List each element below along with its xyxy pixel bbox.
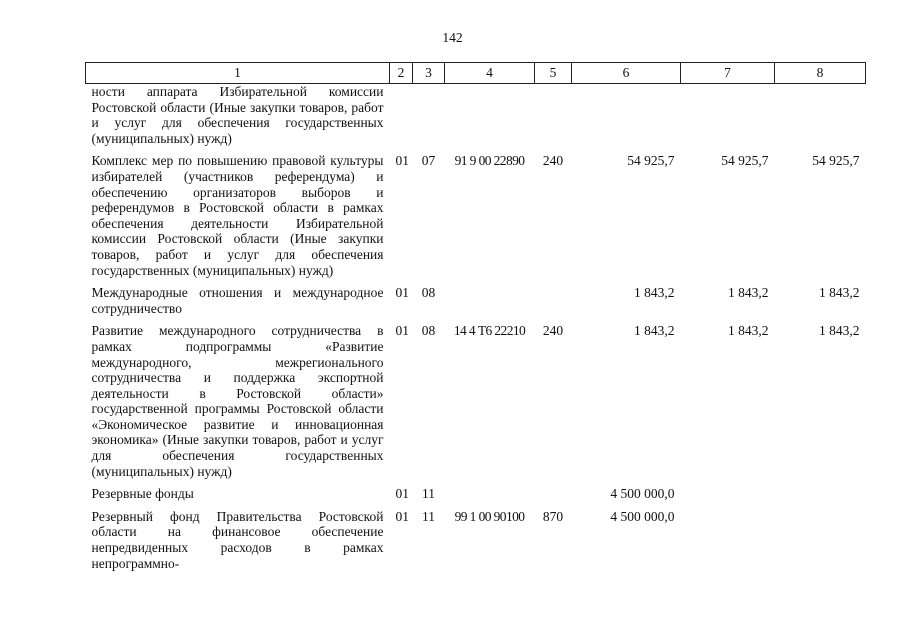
amount-col-6: [572, 84, 681, 154]
subsection-code: 11: [422, 486, 435, 502]
amount-col-7: [681, 509, 775, 578]
amount-col-6: 4 500 000,0: [610, 508, 675, 524]
section-code: 01: [395, 323, 409, 339]
section-code: [390, 84, 413, 154]
budget-table: [85, 62, 866, 578]
column-header: 3: [413, 63, 445, 84]
expense-type-code: [535, 486, 572, 509]
expense-type-code: [535, 84, 572, 154]
amount-col-6: 4 500 000,0: [610, 486, 675, 502]
amount-col-8: 1 843,2: [819, 285, 860, 301]
subsection-code: 08: [421, 285, 436, 301]
expense-type-code: 240: [542, 323, 564, 339]
expense-name: Развитие международного сотрудничества в рамках подпрограммы «Развитие международного, межрегионального сотрудничества и поддержка экспортной деятельности в Ростовской области» государственной программы Ростовской области «Экономическое развитие и инновационная экономика» (Иные закупки товаров, работ и услуг для обеспечения государственных (муниципальных) нужд): [91, 323, 384, 479]
table-row: [86, 486, 866, 509]
target-article-code: [445, 84, 535, 154]
column-header: 7: [681, 63, 775, 84]
amount-col-8: [775, 84, 866, 154]
table-row: [86, 323, 866, 486]
target-article-code: [445, 486, 535, 509]
subsection-code: [413, 84, 445, 154]
amount-col-7: 1 843,2: [728, 323, 769, 339]
table-row: [86, 509, 866, 578]
section-code: 01: [395, 486, 409, 502]
subsection-code: 11: [422, 508, 435, 524]
expense-name: Комплекс мер по повышению правовой культуры избирателей (участников референдума) и обеспечению организаторов выборов и референдумов в Ростовской области в рамках обеспечения деятельности Избирательной комиссии Ростовской области (Иные закупки товаров, работ и услуг для обеспечения государственных (муниципальных) нужд): [91, 153, 384, 278]
amount-col-7: [681, 84, 775, 154]
section-code: 01: [395, 153, 409, 169]
expense-type-code: 870: [542, 508, 564, 524]
target-article-code: [445, 285, 535, 323]
expense-name: ности аппарата Избирательной комиссии Ростовской области (Иные закупки товаров, работ и услуг для обеспечения государственных (муниципальных) нужд): [91, 84, 384, 146]
expense-type-code: [535, 285, 572, 323]
section-code: 01: [395, 285, 409, 301]
amount-col-8: [775, 486, 866, 509]
amount-col-6: 1 843,2: [634, 285, 675, 301]
subsection-code: 08: [421, 323, 436, 339]
target-article-code: 91 9 00 22890: [454, 153, 525, 169]
column-header: 6: [572, 63, 681, 84]
subsection-code: 07: [421, 153, 436, 169]
table-row: [86, 153, 866, 285]
column-header: 4: [445, 63, 535, 84]
amount-col-8: 54 925,7: [812, 153, 860, 169]
table-row: [86, 285, 866, 323]
column-header: 1: [86, 63, 390, 84]
target-article-code: 14 4 Т6 22210: [453, 323, 526, 339]
expense-name: Резервные фонды: [91, 486, 194, 502]
amount-col-8: 1 843,2: [819, 323, 860, 339]
table-header-row: [86, 63, 866, 84]
section-code: 01: [395, 508, 409, 524]
amount-col-7: 54 925,7: [721, 153, 769, 169]
amount-col-7: [681, 486, 775, 509]
table-row: [86, 84, 866, 154]
expense-name: Международные отношения и международное сотрудничество: [91, 285, 384, 316]
expense-type-code: 240: [542, 153, 564, 169]
expense-name: Резервный фонд Правительства Ростовской области на финансовое обеспечение непредвиденных расходов в рамках непрограммно-: [91, 508, 384, 571]
amount-col-7: 1 843,2: [728, 285, 769, 301]
column-header: 5: [535, 63, 572, 84]
column-header: 2: [390, 63, 413, 84]
target-article-code: 99 1 00 90100: [454, 508, 525, 524]
amount-col-8: [775, 509, 866, 578]
page-number: 142: [442, 30, 463, 45]
amount-col-6: 1 843,2: [634, 323, 675, 339]
amount-col-6: 54 925,7: [627, 153, 675, 169]
column-header: 8: [775, 63, 866, 84]
